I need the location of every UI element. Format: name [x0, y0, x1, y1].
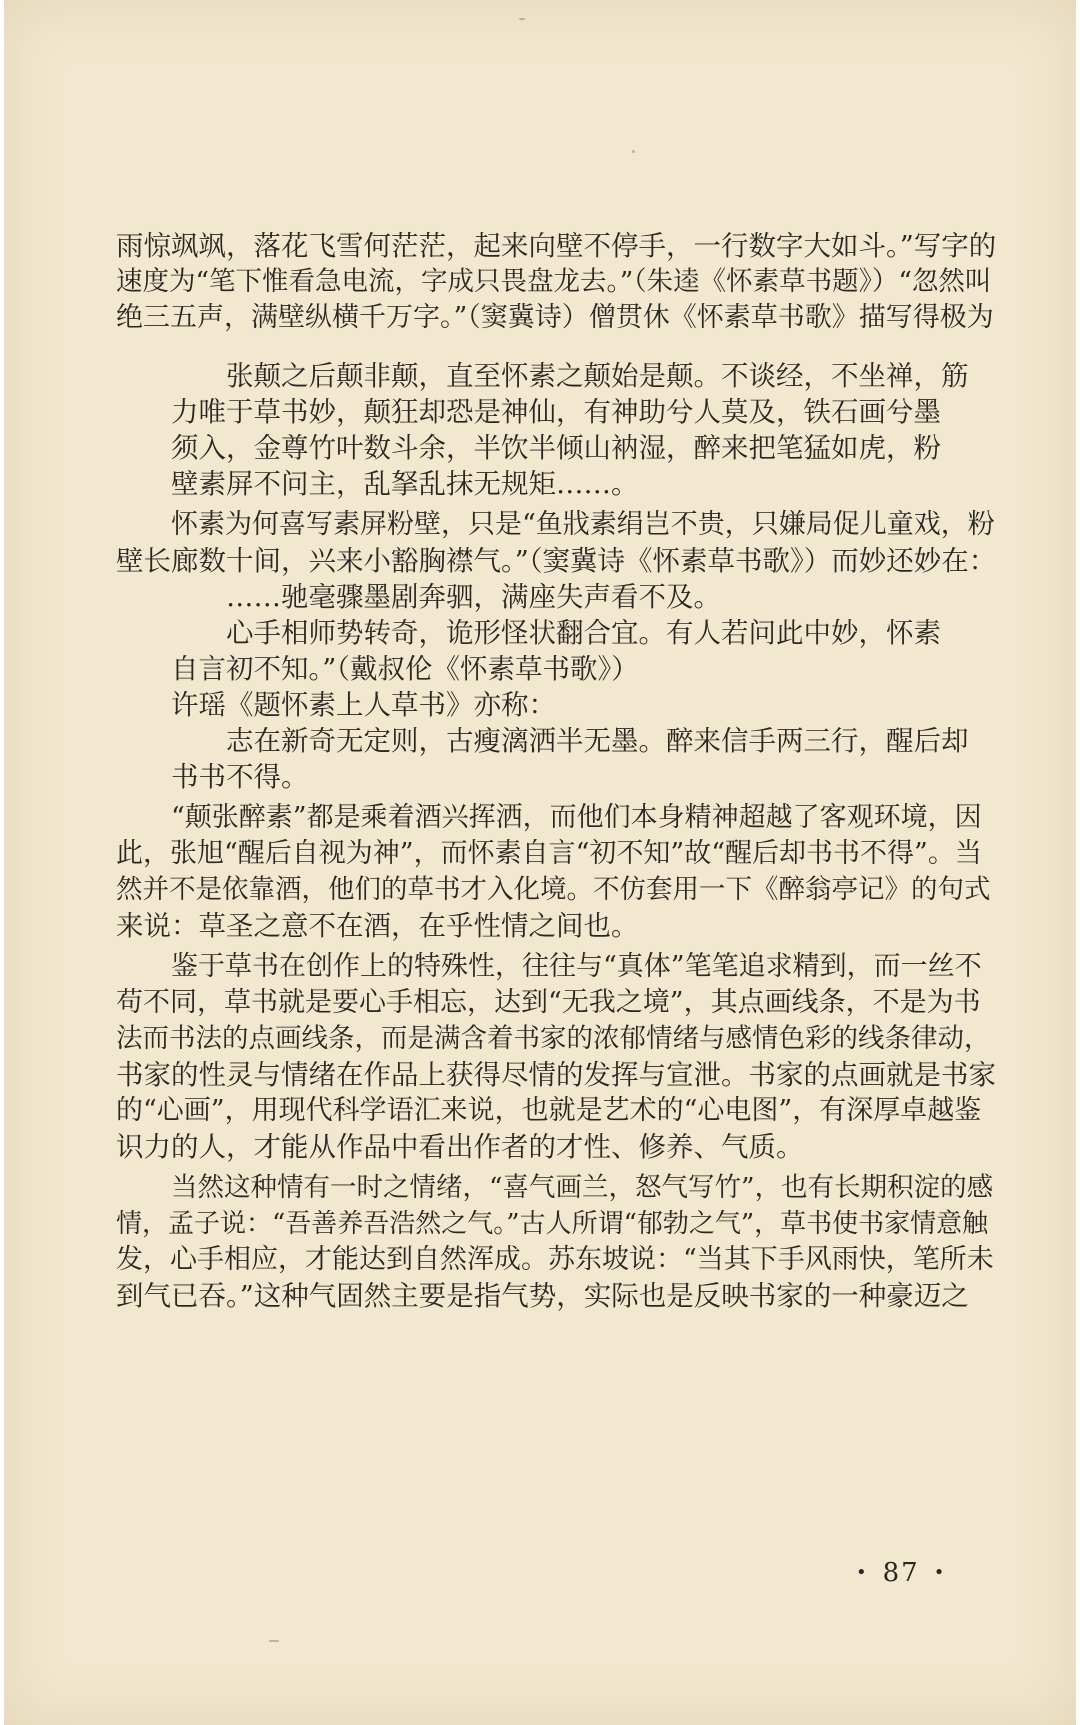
- paragraph-line: 法而书法的点画线条，而是满含着书家的浓郁情绪与感情色彩的线条律动，: [116, 1023, 991, 1054]
- paragraph-line: 发，心手相应，才能达到自然浑成。苏东坡说：“当其下手风雨快，笔所未: [116, 1244, 994, 1275]
- paragraph-line: 许瑶《题怀素上人草书》亦称：: [171, 689, 556, 721]
- quote-line: 书书不得。: [171, 761, 309, 793]
- paragraph-line: 此，张旭“醒后自视为神”，而怀素自言“初不知”故“醒后却书书不得”。当: [116, 838, 982, 869]
- paragraph-line: 来说：草圣之意不在酒，在乎性情之间也。: [116, 910, 639, 942]
- book-page: [4, 0, 1076, 1725]
- quote-line: 力唯于草书妙，颠狂却恐是神仙，有神助兮人莫及，铁石画兮墨: [171, 396, 941, 428]
- paragraph-line: 识力的人，才能从作品中看出作者的才性、修养、气质。: [116, 1131, 804, 1163]
- paper-speck: [632, 150, 635, 153]
- folio-dot-right: •: [933, 1562, 947, 1583]
- text-line: 雨惊飒飒，落花飞雪何茫茫，起来向壁不停手，一行数字大如斗。”写字的: [116, 230, 997, 262]
- quote-line: ……驰毫骤墨剧奔驷，满座失声看不及。: [226, 581, 721, 613]
- paragraph-line: 当然这种情有一时之情绪，“喜气画兰，怒气写竹”，也有长期积淀的感: [171, 1172, 994, 1203]
- paragraph-line: 情，孟子说：“吾善养吾浩然之气。”古人所谓“郁勃之气”，草书使书家情意触: [116, 1209, 989, 1239]
- paragraph-line: 到气已吞。”这种气固然主要是指气势，实际也是反映书家的一种豪迈之: [116, 1280, 969, 1312]
- paragraph-line: 的“心画”，用现代科学语汇来说，也就是艺术的“心电图”，有深厚卓越鉴: [116, 1095, 982, 1126]
- page-number: [842, 1558, 960, 1588]
- quote-line: 志在新奇无定则，古瘦漓洒半无墨。醉来信手两三行，醒后却: [226, 725, 969, 757]
- paper-speck: [519, 18, 525, 20]
- paragraph-line: 然并不是依靠酒，他们的草书才入化境。不仿套用一下《醉翁亭记》的句式: [116, 874, 991, 905]
- quote-line: 须入，金尊竹叶数斗余，半饮半倾山衲湿，醉来把笔猛如虎，粉: [171, 432, 941, 464]
- quote-line: 张颠之后颠非颠，直至怀素之颠始是颠。不谈经，不坐禅，筋: [226, 360, 969, 392]
- text-line: 绝三五声，满壁纵横千万字。”（窦冀诗）僧贯休《怀素草书歌》描写得极为: [116, 302, 994, 333]
- quote-line: 心手相师势转奇，诡形怪状翻合宜。有人若问此中妙，怀素: [226, 617, 941, 649]
- paragraph-line: 壁长廊数十间，兴来小豁胸襟气。”（窦冀诗《怀素草书歌》）而妙还妙在：: [116, 545, 997, 577]
- text-line: 速度为“笔下惟看急电流，字成只畏盘龙去。”（朱逵《怀素草书题》）“忽然叫: [116, 266, 992, 297]
- paragraph-line: “颠张醉素”都是乘着酒兴挥洒，而他们本身精神超越了客观环境，因: [171, 802, 982, 833]
- quote-line: 自言初不知。”（戴叔伦《怀素草书歌》）: [171, 653, 639, 685]
- paragraph-line: 苟不同，草书就是要心手相忘，达到“无我之境”，其点画线条，不是为书: [116, 987, 981, 1018]
- page-number-value: 87: [882, 1558, 920, 1588]
- folio-dot-left: •: [856, 1562, 869, 1583]
- paragraph-line: 书家的性灵与情绪在作品上获得尽情的发挥与宣泄。书家的点画就是书家: [116, 1059, 996, 1091]
- paper-speck: [269, 1640, 279, 1642]
- paragraph-line: 怀素为何喜写素屏粉壁，只是“鱼戕素绢岂不贵，只嫌局促儿童戏，粉: [171, 509, 995, 540]
- paragraph-line: 鉴于草书在创作上的特殊性，往往与“真体”笔笔追求精到，而一丝不: [171, 951, 982, 982]
- quote-line: 壁素屏不问主，乱拏乱抹无规矩……。: [171, 468, 639, 500]
- body-text: [116, 228, 996, 1314]
